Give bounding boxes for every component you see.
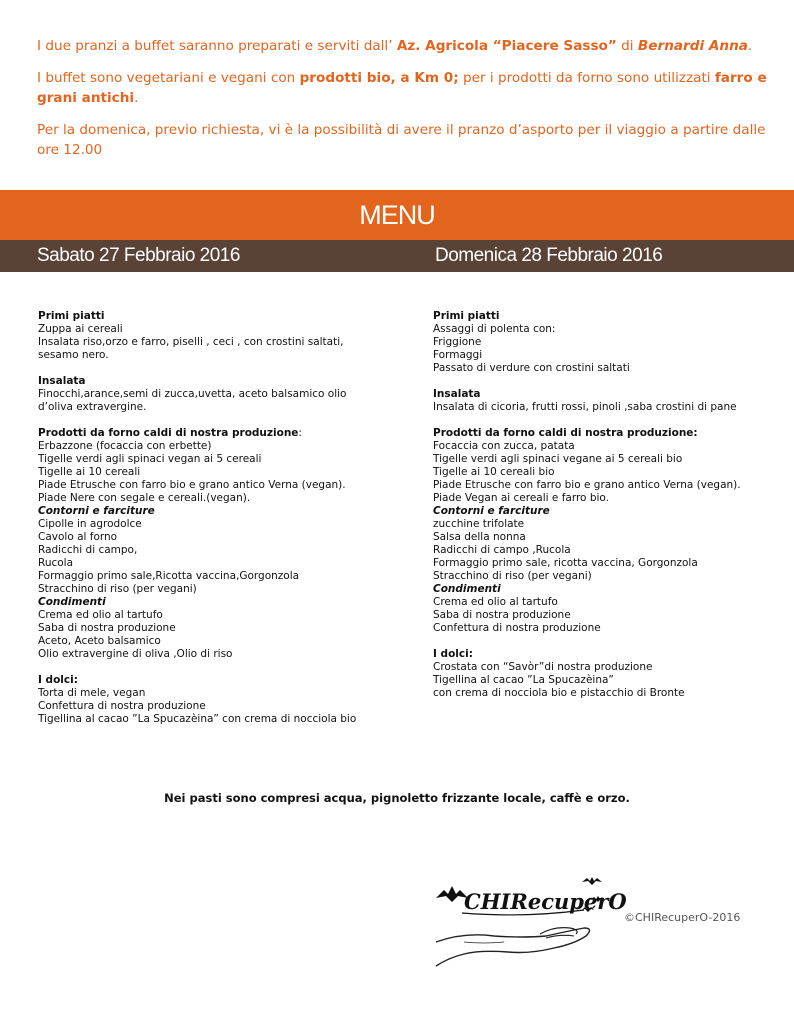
sun-primi-section: [433, 310, 788, 375]
copyright-notice: ©CHIRecuperO-2016: [624, 911, 741, 924]
intro-text-span: .: [747, 38, 753, 54]
section-title: Primi piatti: [433, 310, 500, 322]
menu-item: Assaggi di polenta con:: [433, 323, 556, 335]
menu-item: zucchine trifolate: [433, 518, 525, 530]
menu-item: Olio extravergine di oliva ,Olio di riso: [38, 648, 233, 660]
subsection-title: Contorni e farciture: [433, 505, 550, 517]
menu-item: Erbazzone (focaccia con erbette): [38, 440, 212, 452]
menu-item: d’oliva extravergine.: [38, 401, 147, 413]
menu-item: Formaggio primo sale,Ricotta vaccina,Gorgonzola: [38, 570, 300, 582]
intro-text-span: per i prodotti da forno sono utilizzati: [458, 70, 715, 86]
menu-item: Cipolle in agrodolce: [38, 518, 142, 530]
menu-item: Confettura di nostra produzione: [38, 700, 206, 712]
chirecupero-logo: [434, 876, 627, 972]
menu-item: Radicchi di campo,: [38, 544, 138, 556]
menu-item: Piade Nere con segale e cereali.(vegan).: [38, 492, 251, 504]
included-drinks-note: Nei pasti sono compresi acqua, pignoletto frizzante locale, caffè e orzo.: [164, 791, 630, 805]
farm-name: Az. Agricola “Piacere Sasso”: [396, 38, 617, 54]
menu-item: Crema ed olio al tartufo: [433, 596, 558, 608]
grains-highlight: farro e grani antichi: [37, 70, 767, 106]
section-title: I dolci:: [433, 648, 473, 660]
sat-dolci-section: [38, 674, 393, 726]
day-header-bar: [0, 240, 794, 272]
sun-dolci-section: [433, 648, 788, 700]
intro-text-span: .: [134, 90, 139, 106]
menu-banner: [0, 190, 794, 240]
menu-item: Salsa della nonna: [433, 531, 526, 543]
menu-item: Friggione: [433, 336, 482, 348]
menu-item: Radicchi di campo ,Rucola: [433, 544, 571, 556]
section-title: Insalata: [433, 388, 481, 400]
section-title: I dolci:: [38, 674, 78, 686]
intro-paragraph-1: [37, 36, 767, 56]
menu-item: Aceto, Aceto balsamico: [38, 635, 161, 647]
menu-item: Stracchino di riso (per vegani): [38, 583, 197, 595]
menu-item: Focaccia con zucca, patata: [433, 440, 575, 452]
intro-text-span: I buffet sono vegetariani e vegani con: [37, 70, 300, 86]
intro-paragraph-2: [37, 68, 767, 108]
intro-text-span: di: [616, 38, 638, 54]
menu-item: Torta di mele, vegan: [38, 687, 146, 699]
menu-item: Tigellina al cacao ”La Spucazèina” con crema di nocciola bio: [38, 713, 357, 725]
sat-forno-section: [38, 427, 393, 661]
menu-item: Piade Etrusche con farro bio e grano antico Verna (vegan).: [38, 479, 346, 491]
subsection-title: Contorni e farciture: [38, 505, 155, 517]
menu-item: Tigelle ai 10 cereali: [38, 466, 141, 478]
section-title: Primi piatti: [38, 310, 105, 322]
menu-item: Stracchino di riso (per vegani): [433, 570, 592, 582]
menu-item: con crema di nocciola bio e pistacchio di Bronte: [433, 687, 685, 699]
bat-icon: [582, 877, 602, 885]
menu-item: Cavolo al forno: [38, 531, 118, 543]
saturday-heading: Sabato 27 Febbraio 2016: [37, 245, 240, 266]
menu-item: Crostata con “Savòr”di nostra produzione: [433, 661, 653, 673]
intro-paragraph-3: Per la domenica, previo richiesta, vi è la possibilità di avere il pranzo d’asporto per il viaggio a partire dalle ore 12.00: [37, 122, 766, 158]
sat-insalata-section: [38, 375, 393, 414]
menu-item: Saba di nostra produzione: [433, 609, 571, 621]
section-title-suffix: :: [298, 427, 302, 439]
menu-item: Rucola: [38, 557, 74, 569]
menu-item: Tigelle verdi agli spinaci vegan ai 5 cereali: [38, 453, 262, 465]
menu-item: Crema ed olio al tartufo: [38, 609, 163, 621]
section-title: Prodotti da forno caldi di nostra produzione: [38, 427, 299, 439]
menu-title: MENU: [359, 199, 435, 230]
sun-insalata-section: [433, 388, 788, 414]
section-title: Insalata: [38, 375, 86, 387]
sunday-menu: [433, 310, 788, 713]
subsection-title: Condimenti: [38, 596, 106, 608]
menu-item: Piade Vegan ai cereali e farro bio.: [433, 492, 609, 504]
menu-item: Insalata riso,orzo e farro, piselli , ceci , con crostini saltati,: [38, 336, 344, 348]
menu-item: Insalata di cicoria, frutti rossi, pinoli ,saba crostini di pane: [433, 401, 737, 413]
menu-item: Formaggi: [433, 349, 483, 361]
menu-item: Tigelle verdi agli spinaci vegane ai 5 cereali bio: [433, 453, 683, 465]
sunday-heading: Domenica 28 Febbraio 2016: [435, 245, 663, 266]
intro-text: [37, 36, 767, 172]
sat-primi-section: [38, 310, 393, 362]
menu-item: Formaggio primo sale, ricotta vaccina, Gorgonzola: [433, 557, 698, 569]
subsection-title: Condimenti: [433, 583, 501, 595]
bio-highlight: prodotti bio, a Km 0;: [299, 70, 459, 86]
logo-wordmark: CHIRecuperO: [464, 889, 627, 914]
menu-item: Tigelle ai 10 cereali bio: [433, 466, 555, 478]
sun-forno-section: [433, 427, 788, 635]
owner-name: Bernardi Anna: [637, 38, 748, 54]
menu-item: Passato di verdure con crostini saltati: [433, 362, 630, 374]
menu-item: sesamo nero.: [38, 349, 109, 361]
menu-item: Finocchi,arance,semi di zucca,uvetta, aceto balsamico olio: [38, 388, 347, 400]
menu-item: Zuppa ai cereali: [38, 323, 123, 335]
menu-item: Tigellina al cacao ”La Spucazèina”: [433, 674, 614, 686]
menu-item: Confettura di nostra produzione: [433, 622, 601, 634]
menu-item: Saba di nostra produzione: [38, 622, 176, 634]
open-hand-icon: [436, 928, 590, 966]
menu-item: Piade Etrusche con farro bio e grano antico Verna (vegan).: [433, 479, 741, 491]
section-title-line: [38, 427, 393, 440]
intro-text-span: I due pranzi a buffet saranno preparati e serviti dall’: [37, 38, 397, 54]
section-title: Prodotti da forno caldi di nostra produzione:: [433, 427, 698, 439]
saturday-menu: [38, 310, 393, 739]
